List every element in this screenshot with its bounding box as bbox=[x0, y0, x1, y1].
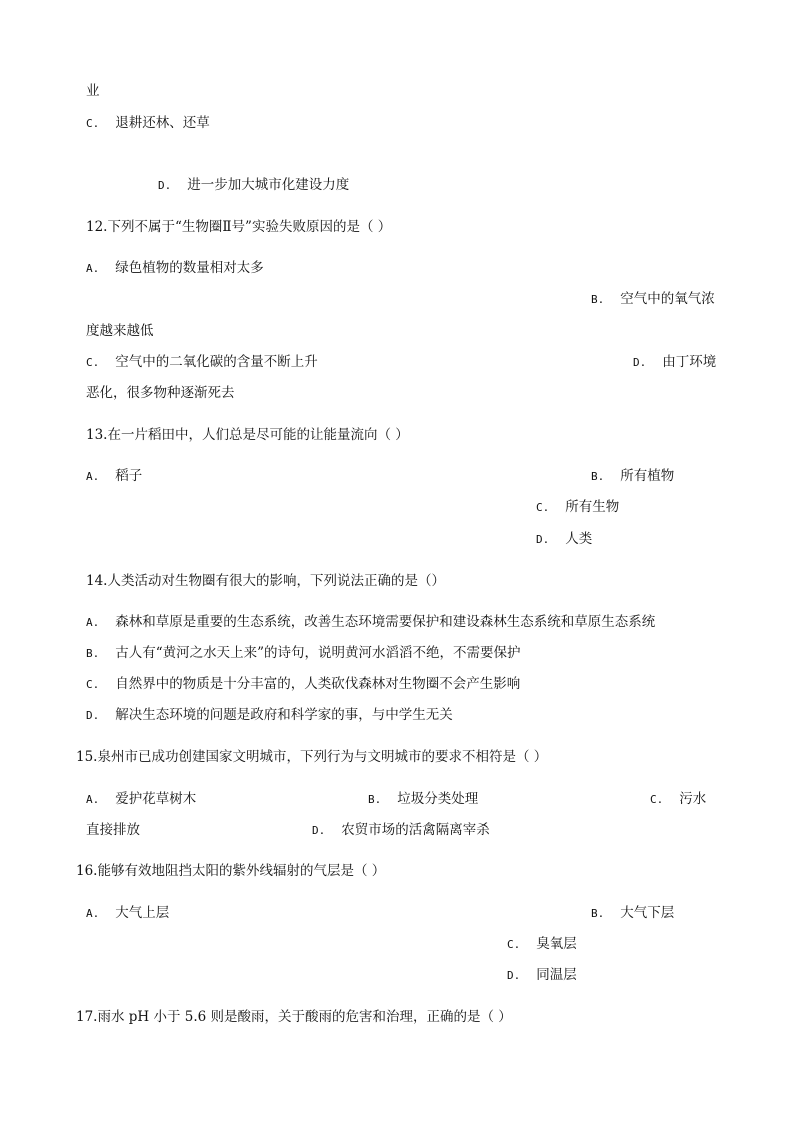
question-14-option-b bbox=[86, 644, 521, 663]
question-16-stem: 16.能够有效地阻挡太阳的紫外线辐射的气层是（ ） bbox=[76, 863, 386, 879]
option-label: D. bbox=[158, 179, 172, 192]
question-15-option-c-wrap: 直接排放 bbox=[86, 822, 140, 838]
option-text: 臭氧层 bbox=[536, 936, 577, 952]
option-label: C. bbox=[86, 678, 100, 691]
prev-question-tail: 业 bbox=[86, 83, 100, 99]
option-text: 绿色植物的数量相对太多 bbox=[115, 260, 264, 276]
question-13-option-d bbox=[536, 530, 592, 549]
question-12-option-b-wrap: 度越来越低 bbox=[86, 323, 154, 339]
option-text: 所有生物 bbox=[565, 499, 620, 515]
option-label: B. bbox=[368, 793, 382, 806]
option-text: 解决生态环境的问题是政府和科学家的事，与中学生无关 bbox=[115, 707, 453, 723]
option-text: 人类 bbox=[565, 531, 593, 547]
option-text: 爱护花草树木 bbox=[115, 791, 197, 807]
prev-option-c bbox=[86, 114, 210, 133]
question-16-option-c bbox=[507, 935, 577, 954]
question-14-stem: 14.人类活动对生物圈有很大的影响，下列说法正确的是（） bbox=[86, 573, 445, 589]
option-text: 退耕还林、还草 bbox=[115, 115, 210, 131]
option-label: D. bbox=[536, 533, 550, 546]
option-label: A. bbox=[86, 470, 100, 483]
question-15-option-a bbox=[86, 790, 196, 809]
question-14-option-a bbox=[86, 613, 655, 632]
option-label: A. bbox=[86, 793, 100, 806]
option-text: 由丁环境 bbox=[662, 354, 717, 370]
question-14-option-c bbox=[86, 675, 520, 694]
question-16-option-d bbox=[507, 966, 577, 985]
question-12-stem: 12.下列不属于“生物圈Ⅱ号”实验失败原因的是（ ） bbox=[86, 219, 392, 235]
option-label: C. bbox=[86, 117, 100, 130]
option-text: 森林和草原是重要的生态系统，改善生态环境需要保护和建设森林生态系统和草原生态系统 bbox=[115, 614, 656, 630]
option-text: 所有植物 bbox=[620, 468, 675, 484]
option-label: C. bbox=[536, 501, 550, 514]
option-text: 大气下层 bbox=[620, 905, 675, 921]
question-15-option-d bbox=[312, 821, 490, 840]
question-13-option-b bbox=[591, 467, 674, 486]
option-label: B. bbox=[591, 470, 605, 483]
question-13-option-c bbox=[536, 498, 619, 517]
option-text: 垃圾分类处理 bbox=[397, 791, 479, 807]
question-12-option-d-wrap: 恶化，很多物种逐渐死去 bbox=[86, 385, 235, 401]
option-label: C. bbox=[507, 938, 521, 951]
option-label: D. bbox=[507, 969, 521, 982]
option-label: A. bbox=[86, 907, 100, 920]
option-label: A. bbox=[86, 616, 100, 629]
option-label: D. bbox=[633, 356, 647, 369]
option-label: C. bbox=[86, 356, 100, 369]
question-12-option-a bbox=[86, 259, 264, 278]
question-12-option-d bbox=[633, 353, 716, 372]
question-16-option-b bbox=[591, 904, 674, 923]
option-label: B. bbox=[86, 647, 100, 660]
option-text: 古人有“黄河之水天上来”的诗句，说明黄河水滔滔不绝，不需要保护 bbox=[115, 645, 521, 661]
option-text: 同温层 bbox=[536, 967, 577, 983]
option-text: 大气上层 bbox=[115, 905, 170, 921]
question-12-option-c bbox=[86, 353, 318, 372]
question-15-option-c bbox=[650, 790, 706, 809]
option-text: 进一步加大城市化建设力度 bbox=[187, 177, 350, 193]
option-label: C. bbox=[650, 793, 664, 806]
option-text: 自然界中的物质是十分丰富的，人类砍伐森林对生物圈不会产生影响 bbox=[115, 676, 521, 692]
option-text: 空气中的氧气浓 bbox=[620, 291, 715, 307]
option-label: B. bbox=[591, 907, 605, 920]
option-text: 农贸市场的活禽隔离宰杀 bbox=[341, 822, 490, 838]
prev-option-d bbox=[158, 176, 349, 195]
question-13-stem: 13.在一片稻田中，人们总是尽可能的让能量流向（ ） bbox=[86, 427, 409, 443]
option-label: D. bbox=[312, 824, 326, 837]
question-14-option-d bbox=[86, 706, 453, 725]
question-15-option-b bbox=[368, 790, 478, 809]
option-label: A. bbox=[86, 262, 100, 275]
option-text: 污水 bbox=[679, 791, 707, 807]
question-12-option-b bbox=[591, 290, 715, 309]
option-text: 稻子 bbox=[115, 468, 143, 484]
option-label: D. bbox=[86, 709, 100, 722]
option-label: B. bbox=[591, 293, 605, 306]
question-17-stem: 17.雨水 pH 小于 5.6 则是酸雨，关于酸雨的危害和治理，正确的是（ ） bbox=[76, 1009, 512, 1025]
question-16-option-a bbox=[86, 904, 169, 923]
question-15-stem: 15.泉州市已成功创建国家文明城市，下列行为与文明城市的要求不相符是（ ） bbox=[76, 749, 548, 765]
option-text: 空气中的二氧化碳的含量不断上升 bbox=[115, 354, 318, 370]
question-13-option-a bbox=[86, 467, 142, 486]
